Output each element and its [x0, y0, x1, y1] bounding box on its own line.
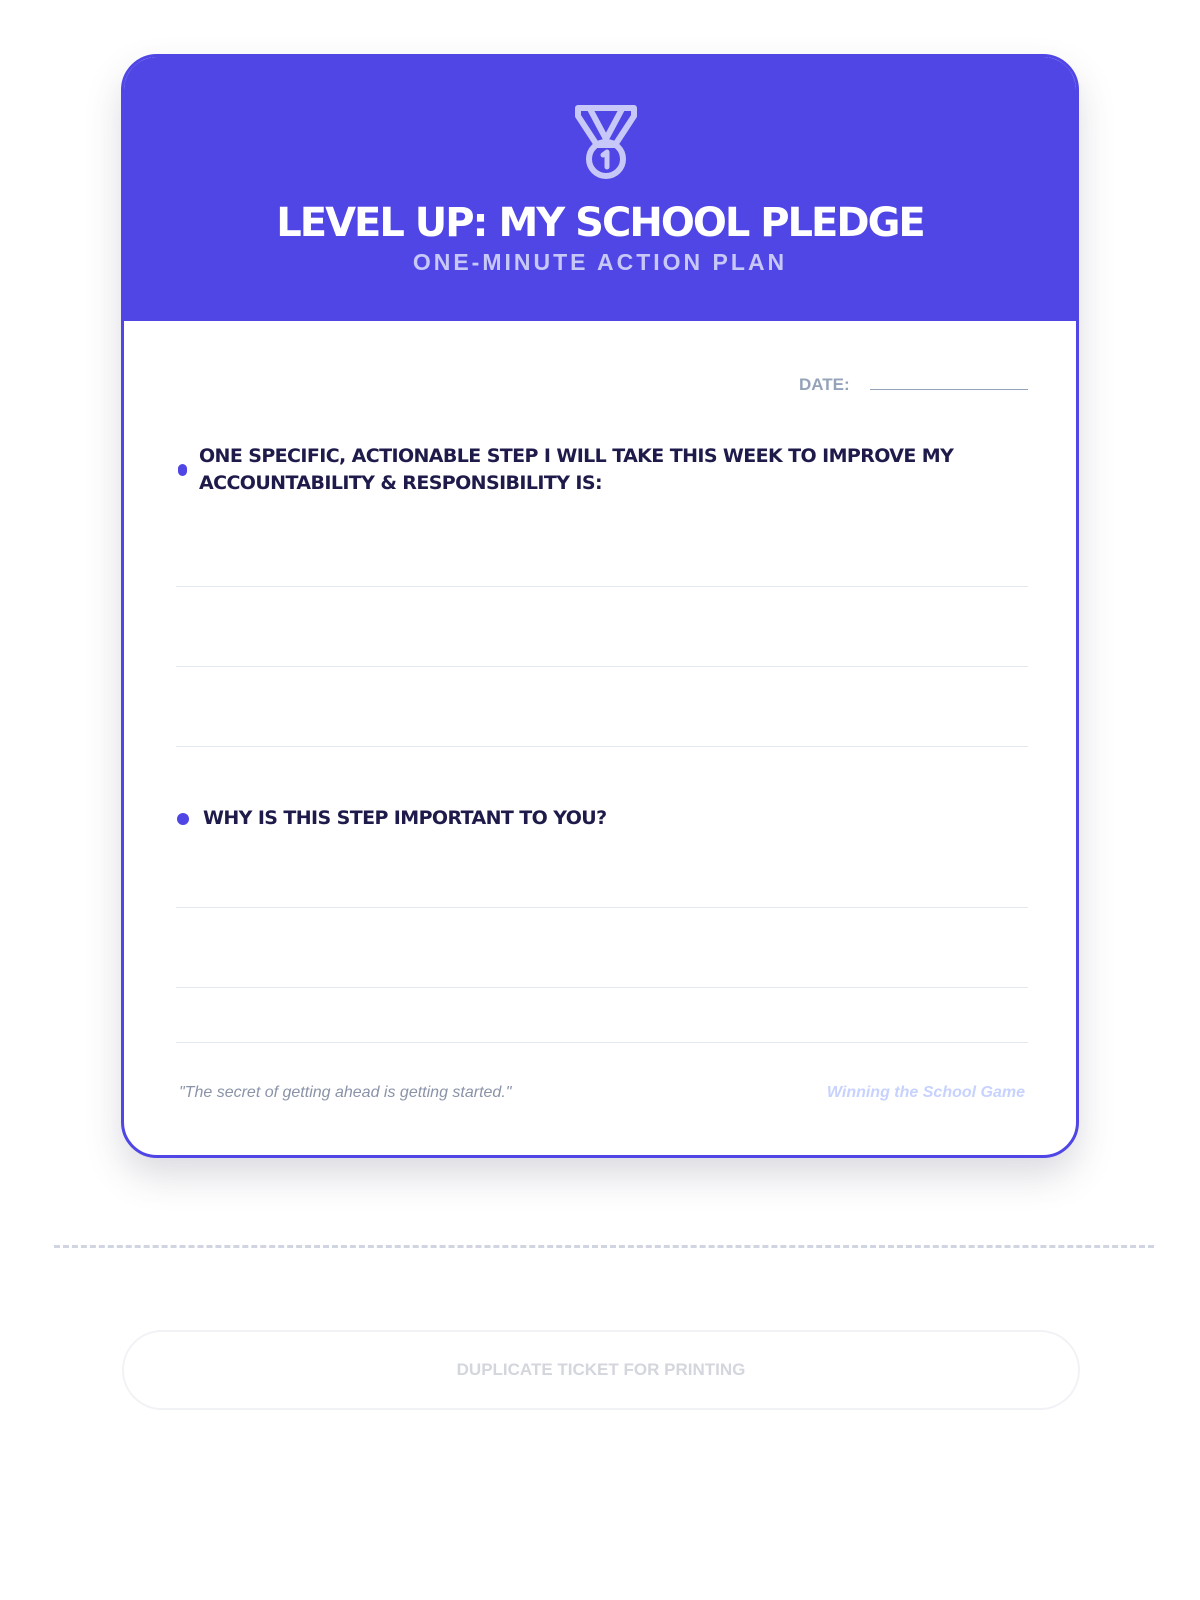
footer-brand: Winning the School Game: [826, 1084, 1025, 1101]
question-importance: WHY IS THIS STEP IMPORTANT TO YOU?: [203, 807, 607, 829]
page-title: LEVEL UP: MY SCHOOL PLEDGE: [276, 200, 924, 246]
answer-line[interactable]: [176, 586, 1028, 587]
answer-line[interactable]: [176, 907, 1028, 908]
pledge-ticket-card: [121, 54, 1079, 1158]
medal-icon: [568, 101, 644, 181]
date-field-line[interactable]: [870, 389, 1028, 390]
answer-line[interactable]: [176, 666, 1028, 667]
question-action-step: [199, 443, 1029, 497]
answer-line[interactable]: [176, 746, 1028, 747]
cut-line: [54, 1245, 1154, 1248]
ticket-header: [124, 57, 1076, 321]
question-line: ACCOUNTABILITY & RESPONSIBILITY IS:: [199, 472, 602, 494]
answer-line[interactable]: [176, 987, 1028, 988]
footer-quote: "The secret of getting ahead is getting started.": [179, 1084, 512, 1101]
date-label: DATE:: [799, 375, 850, 394]
question-line: ONE SPECIFIC, ACTIONABLE STEP I WILL TAKE THIS WEEK TO IMPROVE MY: [199, 445, 954, 467]
bullet-icon: [178, 464, 187, 476]
page-subtitle: ONE-MINUTE ACTION PLAN: [412, 249, 788, 275]
footer-divider: [176, 1042, 1028, 1043]
bullet-icon: [177, 813, 189, 825]
duplicate-ticket-button[interactable]: DUPLICATE TICKET FOR PRINTING: [122, 1330, 1080, 1410]
